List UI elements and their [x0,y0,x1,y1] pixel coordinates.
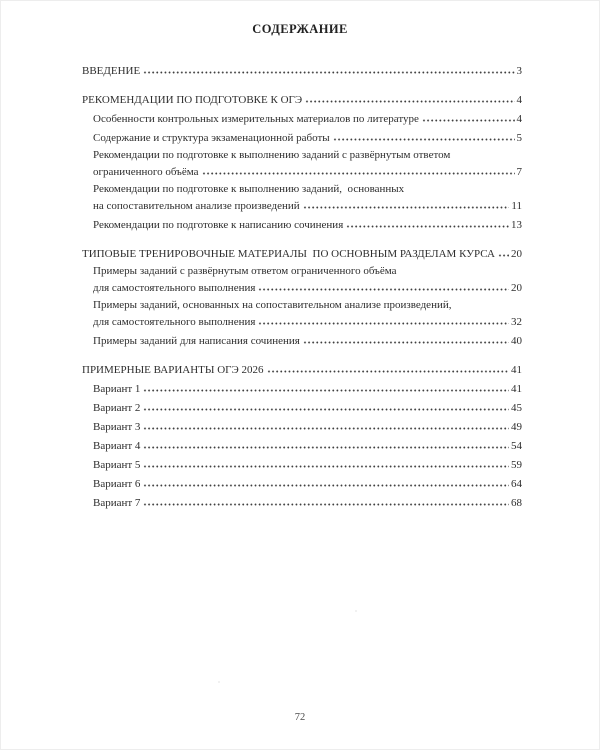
toc-page-ref: 5 [516,132,522,144]
toc-entry-text: ВВЕДЕНИЕ [82,65,141,77]
toc-entry [82,418,522,435]
toc-entry-text: Рекомендации по подготовке к выполнению заданий с развёрнутым ответом [93,149,451,161]
toc-page-ref: 54 [511,440,522,452]
toc-entry-text: Особенности контрольных измерительных материалов по литературе [93,113,419,125]
toc-entry [82,361,522,378]
dot-leader [143,475,509,487]
toc-entry-text: на сопоставительном анализе произведений [93,200,300,212]
scan-artifact-dot [355,610,357,612]
toc-entry [82,475,522,492]
toc-page-ref: 7 [516,166,522,178]
toc-page-ref: 49 [511,421,522,433]
toc-entry [82,182,522,214]
toc-page-ref: 11 [511,200,522,212]
toc-entry-text: Рекомендации по подготовке к написанию сочинения [93,219,344,231]
toc-entry-text: для самостоятельного выполнения [93,282,256,294]
toc-entry-text: Примеры заданий, основанных на сопоставительном анализе произведений, [93,299,452,311]
toc-entry-text: Рекомендации по подготовке к выполнению заданий, основанных [93,183,405,195]
dot-leader [305,91,514,103]
toc-entry-text: Вариант 3 [93,421,141,433]
toc-entry-row [93,437,522,454]
dot-leader [303,332,509,344]
toc-entry [82,216,522,233]
toc-entry-text: Вариант 5 [93,459,141,471]
toc-entry-row [82,361,522,378]
toc-entry-text: Вариант 2 [93,402,141,414]
toc-entry [82,148,522,180]
toc-entry-text: Примеры заданий для написания сочинения [93,335,300,347]
toc-entry-row [93,456,522,473]
toc-entry-row [93,216,522,233]
page-number: 72 [294,712,306,723]
dot-leader [143,380,509,392]
toc-entry [82,399,522,416]
toc-page-ref: 45 [511,402,522,414]
toc-entry-row [93,494,522,511]
toc-page-ref: 64 [511,478,522,490]
toc-entry [82,332,522,349]
toc-entry [82,62,522,79]
table-of-contents [82,62,522,511]
toc-entry [82,264,522,296]
toc-entry-row [93,475,522,492]
dot-leader [143,437,509,449]
scan-artifact-dot [218,681,220,683]
toc-entry-row [93,110,522,127]
toc-page-ref: 20 [511,248,522,260]
toc-page-ref: 4 [516,94,522,106]
dot-leader [498,245,509,257]
toc-entry [82,129,522,146]
toc-entry [82,494,522,511]
dot-leader [422,110,515,122]
toc-page-ref: 68 [511,497,522,509]
toc-page-ref: 40 [511,335,522,347]
toc-entry-text: Вариант 6 [93,478,141,490]
toc-entry-row [93,279,522,296]
toc-entry-row [93,129,522,146]
toc-entry-text: ПРИМЕРНЫЕ ВАРИАНТЫ ОГЭ 2026 [82,364,264,376]
toc-page-ref: 3 [516,65,522,77]
toc-entry-row [82,245,522,262]
toc-page-ref: 41 [511,364,522,376]
dot-leader [333,129,515,141]
dot-leader [346,216,509,228]
toc-entry-row [93,380,522,397]
toc-page-ref: 20 [511,282,522,294]
dot-leader [258,279,509,291]
toc-entry-row [93,418,522,435]
toc-page-ref: 13 [511,219,522,231]
toc-entry-text: Вариант 4 [93,440,141,452]
page-title: СОДЕРЖАНИЕ [252,22,348,36]
toc-entry-row [93,313,522,330]
toc-page-ref: 59 [511,459,522,471]
toc-entry-row [82,91,522,108]
toc-entry [82,437,522,454]
dot-leader [143,62,514,74]
toc-entry [82,456,522,473]
toc-entry-text: Вариант 1 [93,383,141,395]
toc-entry-row [82,62,522,79]
toc-entry-text: ограниченного объёма [93,166,199,178]
dot-leader [303,197,510,209]
toc-entry [82,110,522,127]
toc-entry [82,245,522,262]
dot-leader [143,399,509,411]
toc-entry-text: РЕКОМЕНДАЦИИ ПО ПОДГОТОВКЕ К ОГЭ [82,94,303,106]
toc-entry-text: Примеры заданий с развёрнутым ответом ограниченного объёма [93,265,397,277]
toc-entry [82,380,522,397]
toc-page-ref: 4 [516,113,522,125]
dot-leader [143,494,509,506]
toc-page-ref: 32 [511,316,522,328]
toc-entry [82,298,522,330]
toc-entry-text: ТИПОВЫЕ ТРЕНИРОВОЧНЫЕ МАТЕРИАЛЫ ПО ОСНОВНЫМ РАЗДЕЛАМ КУРСА [82,248,495,260]
toc-entry-row [93,163,522,180]
toc-entry-text: Содержание и структура экзаменационной работы [93,132,330,144]
toc-entry-row [93,399,522,416]
toc-entry [82,91,522,108]
dot-leader [202,163,515,175]
toc-entry-row [93,197,522,214]
dot-leader [143,456,509,468]
dot-leader [143,418,509,430]
toc-entry-text: Вариант 7 [93,497,141,509]
toc-entry-row [93,332,522,349]
toc-page-ref: 41 [511,383,522,395]
toc-entry-text: для самостоятельного выполнения [93,316,256,328]
dot-leader [267,361,509,373]
dot-leader [258,313,509,325]
